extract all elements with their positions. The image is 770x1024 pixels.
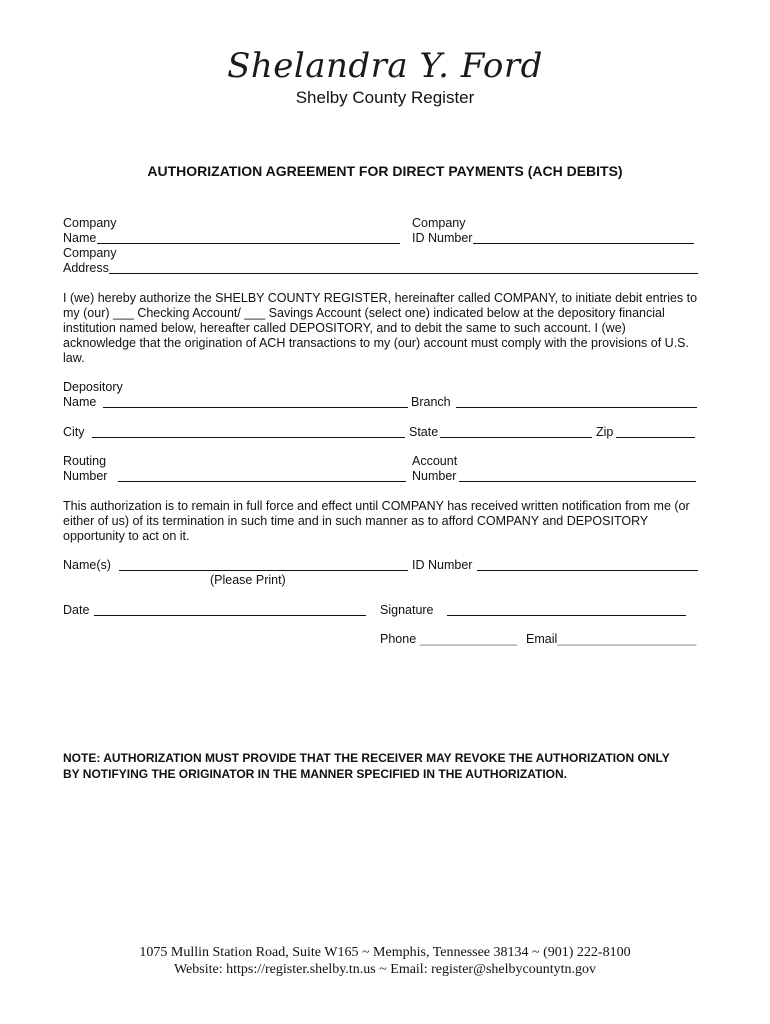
company-name-line[interactable] bbox=[97, 243, 400, 244]
account-number-line[interactable] bbox=[459, 481, 696, 482]
please-print-hint: (Please Print) bbox=[210, 573, 286, 587]
names-line[interactable] bbox=[119, 570, 408, 571]
email-label: Email bbox=[526, 632, 558, 646]
footer-web: Website: https://register.shelby.tn.us ~ Email: register@shelbycountytn.gov bbox=[173, 962, 597, 977]
branch-line[interactable] bbox=[456, 407, 697, 408]
city-label: City bbox=[63, 425, 85, 439]
office-subtitle: Shelby County Register bbox=[295, 88, 475, 107]
email-blank[interactable]: ____________________ bbox=[557, 632, 697, 646]
zip-label: Zip bbox=[596, 425, 614, 439]
duration-paragraph: This authorization is to remain in full force and effect until COMPANY has received written notification from me (or either of us) of its termination in such time and in such manner as to afford COMPANY and DEPOSITORY opportunity to act on it. bbox=[63, 499, 690, 543]
company-name-label: Company Name bbox=[63, 216, 117, 245]
city-line[interactable] bbox=[92, 437, 405, 438]
company-id-line[interactable] bbox=[473, 243, 694, 244]
signature-label: Signature bbox=[380, 603, 434, 617]
authorization-paragraph: I (we) hereby authorize the SHELBY COUNTY REGISTER, hereinafter called COMPANY, to initiate debit entries to my (our) ___ Checking Account/ ___ Savings Account (select one) indicated below at the depository financial institution named below, hereafter called DEPOSITORY, and to debit the same to such account. I (we) acknowledge that the origination of ACH transactions to my (our) account must comply with the provisions of U.S. law. bbox=[63, 291, 698, 365]
phone-label: Phone bbox=[380, 632, 417, 646]
company-id-label: Company ID Number bbox=[412, 216, 473, 245]
id-number-line[interactable] bbox=[477, 570, 698, 571]
id-number-label: ID Number bbox=[412, 558, 473, 572]
footer-address: 1075 Mullin Station Road, Suite W165 ~ Memphis, Tennessee 38134 ~ (901) 222-8100 bbox=[139, 945, 631, 960]
phone-blank[interactable]: ______________ bbox=[419, 632, 517, 646]
document-title: AUTHORIZATION AGREEMENT FOR DIRECT PAYMENTS (ACH DEBITS) bbox=[147, 163, 623, 179]
branch-label: Branch bbox=[411, 395, 451, 409]
signature-line[interactable] bbox=[447, 615, 686, 616]
zip-line[interactable] bbox=[616, 437, 695, 438]
state-label: State bbox=[409, 425, 439, 439]
account-number-label: Account Number bbox=[412, 454, 458, 483]
date-label: Date bbox=[63, 603, 90, 617]
state-line[interactable] bbox=[440, 437, 592, 438]
email-field[interactable] bbox=[526, 632, 696, 647]
routing-number-label: Routing Number bbox=[63, 454, 108, 483]
routing-number-line[interactable] bbox=[118, 481, 406, 482]
names-label: Name(s) bbox=[63, 558, 111, 572]
phone-field[interactable] bbox=[380, 632, 517, 647]
company-address-line[interactable] bbox=[109, 273, 698, 274]
date-line[interactable] bbox=[94, 615, 366, 616]
company-address-label: Company Address bbox=[63, 246, 117, 275]
revocation-note: NOTE: AUTHORIZATION MUST PROVIDE THAT THE RECEIVER MAY REVOKE THE AUTHORIZATION ONLY BY NOTIFYING THE ORIGINATOR IN THE MANNER SPECIFIED IN THE AUTHORIZATION. bbox=[63, 751, 670, 781]
register-name-heading: Shelandra Y. Ford bbox=[227, 46, 543, 86]
depository-name-line[interactable] bbox=[103, 407, 408, 408]
depository-name-label: Depository Name bbox=[63, 380, 123, 409]
